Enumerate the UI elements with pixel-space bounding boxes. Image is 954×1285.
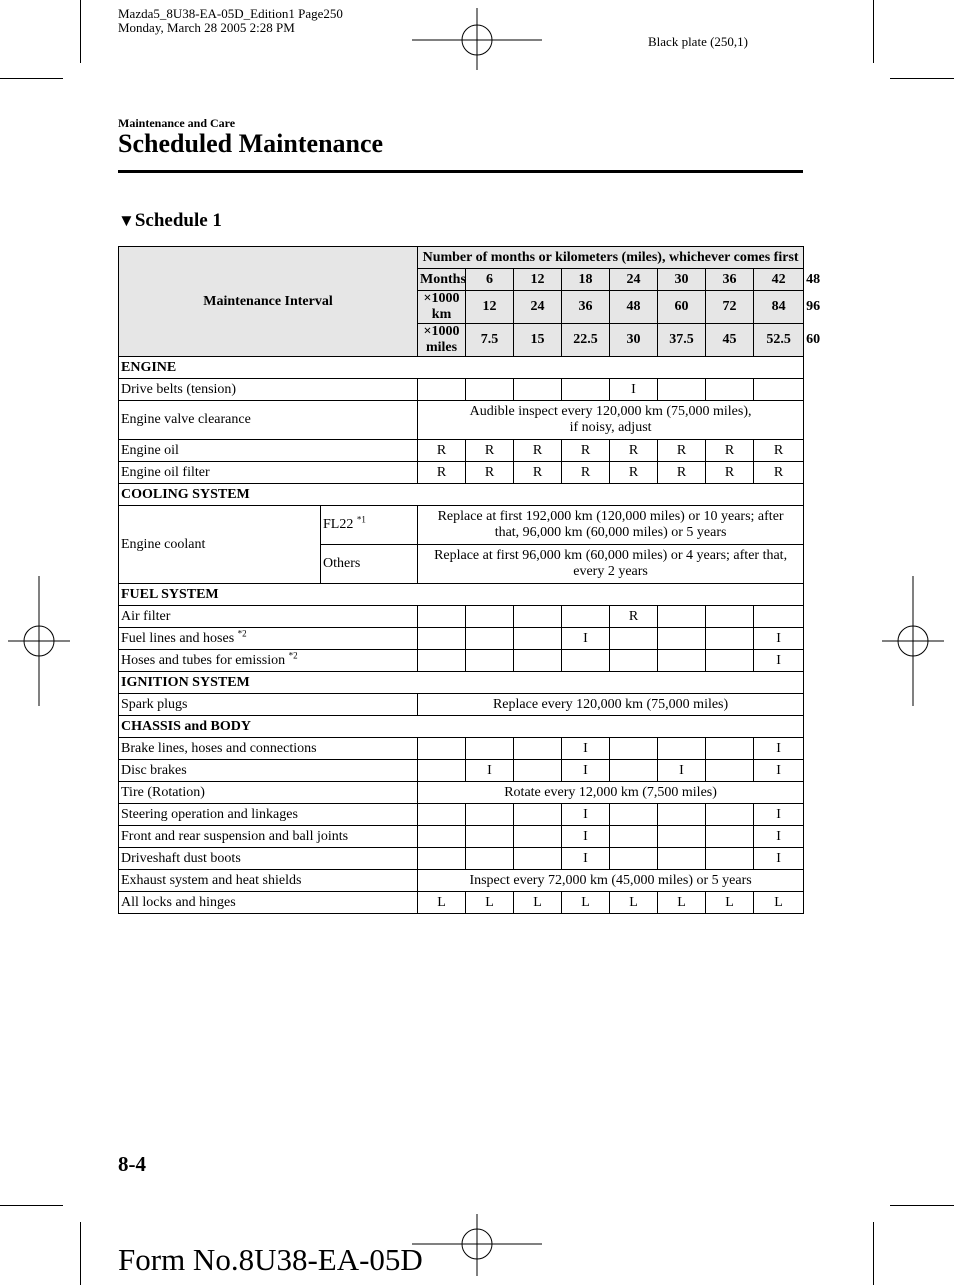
scale-value: 60: [658, 291, 706, 324]
table-cell: [562, 606, 610, 628]
scale-label: Months: [418, 269, 466, 291]
crop-mark: [80, 0, 81, 63]
scale-value: 42: [754, 269, 804, 291]
title-rule: [118, 170, 803, 173]
scale-value: 30: [610, 324, 658, 357]
table-cell: [466, 379, 514, 401]
scale-value: 30: [658, 269, 706, 291]
coolant-type-label: Others: [321, 545, 418, 584]
table-cell: R: [466, 462, 514, 484]
table-cell: [466, 826, 514, 848]
table-row: [119, 760, 804, 782]
table-cell: [514, 848, 562, 870]
table-cell: [418, 804, 466, 826]
scale-value: 36: [706, 269, 754, 291]
scale-value: 22.5: [562, 324, 610, 357]
table-cell: [610, 650, 658, 672]
table-cell: I: [562, 760, 610, 782]
registration-mark-right: [882, 576, 944, 706]
table-cell: I: [562, 848, 610, 870]
page-title: Scheduled Maintenance: [118, 129, 384, 158]
table-cell: [418, 650, 466, 672]
scale-value: 24: [610, 269, 658, 291]
table-cell: I: [754, 826, 804, 848]
category-engine: ENGINE: [119, 357, 804, 379]
scale-value: 12: [466, 291, 514, 324]
item-label: [119, 650, 418, 672]
scale-value: 12: [514, 269, 562, 291]
table-row: [119, 506, 804, 545]
maintenance-schedule-table: [118, 246, 821, 914]
table-row: [119, 401, 804, 440]
table-cell: I: [754, 628, 804, 650]
scale-value: 84: [754, 291, 804, 324]
schedule-note: Replace every 120,000 km (75,000 miles): [418, 694, 804, 716]
scale-value: 15: [514, 324, 562, 357]
table-cell: [706, 628, 754, 650]
table-cell: R: [754, 462, 804, 484]
table-cell: [418, 606, 466, 628]
section-label: Maintenance and Care: [118, 116, 236, 130]
table-cell: L: [706, 892, 754, 914]
table-cell: R: [562, 440, 610, 462]
item-label: Air filter: [119, 606, 418, 628]
table-cell: [610, 628, 658, 650]
category-row: [119, 357, 804, 379]
table-cell: I: [610, 379, 658, 401]
table-cell: L: [562, 892, 610, 914]
item-label: Engine coolant: [119, 506, 321, 584]
table-cell: [466, 628, 514, 650]
table-cell: [514, 650, 562, 672]
item-label: Engine valve clearance: [119, 401, 418, 440]
schedule-note: [418, 506, 804, 545]
table-cell: [658, 738, 706, 760]
table-cell: I: [754, 650, 804, 672]
category-row: [119, 584, 804, 606]
table-cell: [658, 804, 706, 826]
scale-value: 18: [562, 269, 610, 291]
table-row: [119, 892, 804, 914]
table-cell: [658, 379, 706, 401]
category-chassis: CHASSIS and BODY: [119, 716, 804, 738]
note-line: if noisy, adjust: [569, 420, 652, 435]
table-row: [119, 804, 804, 826]
item-label: Driveshaft dust boots: [119, 848, 418, 870]
table-row: [119, 628, 804, 650]
km-row: ×1000 km 12 24 36 48 60 72 84 96: [119, 291, 804, 324]
table-cell: L: [418, 892, 466, 914]
table-cell: [466, 650, 514, 672]
note-line: Replace at first 192,000 km (120,000 miles) or 10 years; after: [437, 509, 784, 524]
table-cell: R: [514, 462, 562, 484]
item-label: Engine oil: [119, 440, 418, 462]
table-cell: I: [562, 826, 610, 848]
triangle-down-icon: ▼: [118, 211, 135, 230]
footnote-ref: *2: [288, 649, 298, 660]
table-cell: [706, 379, 754, 401]
table-cell: L: [466, 892, 514, 914]
table-cell: I: [754, 804, 804, 826]
table-cell: [706, 826, 754, 848]
table-row: [119, 650, 804, 672]
item-label: Front and rear suspension and ball joints: [119, 826, 418, 848]
registration-mark-top: [412, 8, 542, 70]
note-line: that, 96,000 km (60,000 miles) or 5 years: [494, 525, 727, 540]
table-cell: I: [466, 760, 514, 782]
header-row: [119, 247, 804, 269]
item-label: Steering operation and linkages: [119, 804, 418, 826]
item-label-text: Fuel lines and hoses: [121, 630, 235, 646]
table-cell: [658, 826, 706, 848]
table-cell: [706, 606, 754, 628]
table-cell: I: [754, 738, 804, 760]
table-cell: I: [754, 848, 804, 870]
table-row: [119, 694, 804, 716]
table-cell: R: [658, 462, 706, 484]
table-cell: I: [658, 760, 706, 782]
months-row: Months 6 12 18 24 30 36 42 48: [119, 269, 804, 291]
scale-value: 7.5: [466, 324, 514, 357]
table-cell: [754, 379, 804, 401]
table-cell: [418, 848, 466, 870]
table-cell: [418, 760, 466, 782]
category-cooling: COOLING SYSTEM: [119, 484, 804, 506]
item-label: Engine oil filter: [119, 462, 418, 484]
registration-mark-bottom: [412, 1214, 542, 1276]
note-line: Audible inspect every 120,000 km (75,000 miles),: [469, 404, 752, 419]
coolant-type-label: FL22: [323, 517, 354, 532]
table-cell: [466, 738, 514, 760]
item-label: Tire (Rotation): [119, 782, 418, 804]
scale-value: 48: [610, 291, 658, 324]
table-cell: [706, 738, 754, 760]
table-cell: [418, 826, 466, 848]
item-label: Brake lines, hoses and connections: [119, 738, 418, 760]
schedule-note: [418, 401, 804, 440]
category-fuel: FUEL SYSTEM: [119, 584, 804, 606]
schedule-heading-text: Schedule 1: [134, 210, 222, 231]
miles-row: ×1000 miles 7.5 15 22.5 30 37.5 45 52.5 60: [119, 324, 804, 357]
crop-mark: [0, 78, 63, 79]
table-cell: [658, 848, 706, 870]
table-cell: I: [562, 804, 610, 826]
table-cell: I: [562, 738, 610, 760]
table-cell: [466, 606, 514, 628]
schedule-note: Inspect every 72,000 km (45,000 miles) or 5 years: [418, 870, 804, 892]
crop-mark: [890, 1205, 954, 1206]
table-cell: [706, 804, 754, 826]
table-cell: [466, 804, 514, 826]
table-cell: R: [658, 440, 706, 462]
table-cell: [706, 650, 754, 672]
print-slug-date: Monday, March 28 2005 2:28 PM: [118, 20, 295, 35]
table-cell: [514, 760, 562, 782]
table-cell: [562, 650, 610, 672]
form-number: Form No.8U38-EA-05D: [118, 1242, 423, 1277]
scale-label: ×1000 miles: [418, 324, 466, 357]
item-label: Spark plugs: [119, 694, 418, 716]
table-cell: [610, 738, 658, 760]
scale-value: 24: [514, 291, 562, 324]
table-row: [119, 826, 804, 848]
footnote-ref: *2: [237, 627, 247, 638]
page-number: 8-4: [118, 1152, 146, 1176]
schedule-note: Rotate every 12,000 km (7,500 miles): [418, 782, 804, 804]
table-cell: [514, 628, 562, 650]
table-cell: R: [610, 440, 658, 462]
crop-mark: [873, 0, 874, 63]
table-cell: L: [514, 892, 562, 914]
scale-value: 36: [562, 291, 610, 324]
registration-mark-left: [8, 576, 70, 706]
table-cell: R: [706, 440, 754, 462]
table-cell: I: [562, 628, 610, 650]
table-cell: [610, 848, 658, 870]
table-cell: [466, 848, 514, 870]
table-cell: [562, 379, 610, 401]
category-ignition: IGNITION SYSTEM: [119, 672, 804, 694]
item-label: [119, 628, 418, 650]
table-cell: [418, 379, 466, 401]
scale-value: 52.5: [754, 324, 804, 357]
item-label: Exhaust system and heat shields: [119, 870, 418, 892]
table-cell: L: [610, 892, 658, 914]
table-row: [119, 738, 804, 760]
scale-value: 45: [706, 324, 754, 357]
table-cell: R: [466, 440, 514, 462]
print-slug-file: Mazda5_8U38-EA-05D_Edition1 Page250: [118, 6, 343, 21]
plate-label: Black plate (250,1): [648, 34, 748, 49]
table-cell: R: [754, 440, 804, 462]
span-header: Number of months or kilometers (miles), whichever comes first: [418, 247, 804, 269]
table-cell: [610, 804, 658, 826]
crop-mark: [890, 78, 954, 79]
scale-value: 37.5: [658, 324, 706, 357]
table-cell: [658, 650, 706, 672]
schedule-heading: [118, 210, 222, 232]
table-cell: R: [610, 606, 658, 628]
table-cell: R: [514, 440, 562, 462]
item-label-text: Hoses and tubes for emission: [121, 652, 286, 668]
table-cell: [514, 826, 562, 848]
item-label: Drive belts (tension): [119, 379, 418, 401]
table-cell: L: [658, 892, 706, 914]
table-cell: [514, 606, 562, 628]
table-cell: [514, 379, 562, 401]
table-cell: R: [562, 462, 610, 484]
footnote-ref: *1: [356, 514, 366, 525]
item-label: All locks and hinges: [119, 892, 418, 914]
table-cell: [658, 628, 706, 650]
table-cell: R: [418, 440, 466, 462]
table-cell: R: [706, 462, 754, 484]
table-cell: [514, 738, 562, 760]
scale-value: 6: [466, 269, 514, 291]
interval-label: Maintenance Interval: [119, 247, 418, 357]
table-cell: [754, 606, 804, 628]
coolant-type: [321, 506, 418, 545]
schedule-note: [418, 545, 804, 584]
table-row: [119, 462, 804, 484]
table-cell: [418, 738, 466, 760]
table-cell: R: [610, 462, 658, 484]
table-row: [119, 379, 804, 401]
table-cell: [418, 628, 466, 650]
print-slug: [118, 7, 343, 35]
table-cell: I: [754, 760, 804, 782]
table-row: [119, 606, 804, 628]
note-line: Replace at first 96,000 km (60,000 miles) or 4 years; after that,: [434, 548, 788, 563]
table-cell: [610, 760, 658, 782]
table-row: [119, 782, 804, 804]
table-cell: L: [754, 892, 804, 914]
table-cell: [706, 848, 754, 870]
note-line: every 2 years: [573, 564, 648, 579]
table-row: [119, 870, 804, 892]
table-cell: [514, 804, 562, 826]
table-row: [119, 848, 804, 870]
crop-mark: [873, 1222, 874, 1285]
category-row: [119, 672, 804, 694]
crop-mark: [80, 1222, 81, 1285]
table-cell: [658, 606, 706, 628]
table-cell: [706, 760, 754, 782]
scale-label: ×1000 km: [418, 291, 466, 324]
table-row: [119, 440, 804, 462]
item-label: Disc brakes: [119, 760, 418, 782]
scale-value: 72: [706, 291, 754, 324]
category-row: [119, 484, 804, 506]
table-cell: [610, 826, 658, 848]
table-cell: R: [418, 462, 466, 484]
crop-mark: [0, 1205, 63, 1206]
category-row: [119, 716, 804, 738]
